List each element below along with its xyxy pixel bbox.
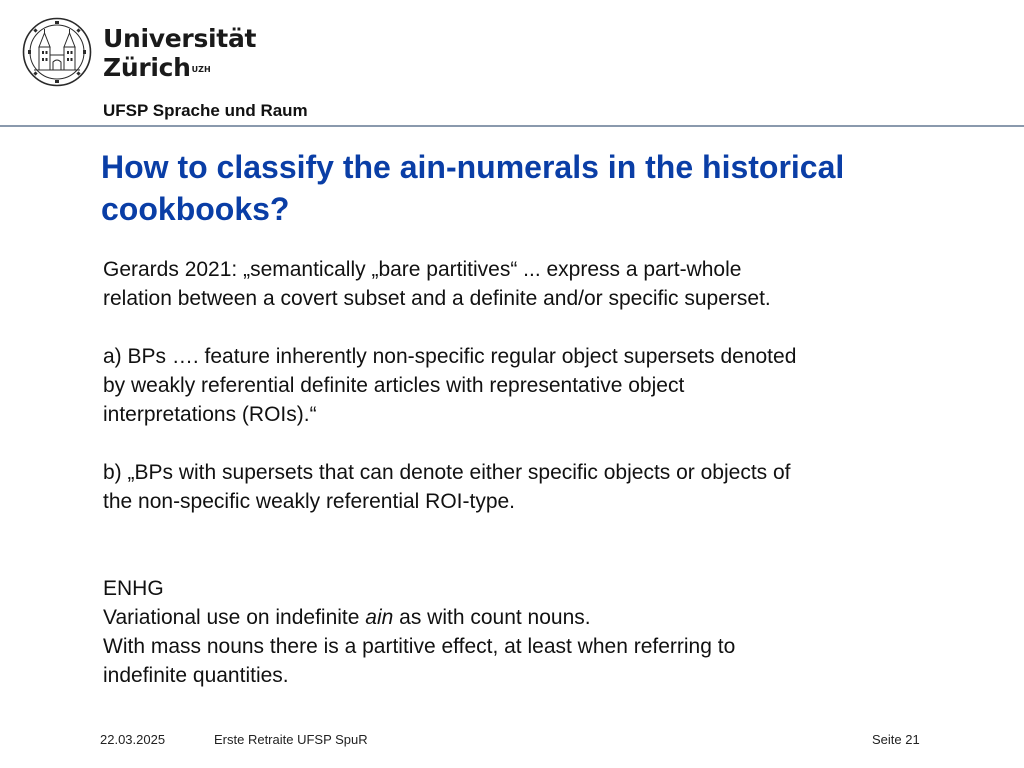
footer-page-number: Seite 21 xyxy=(872,732,920,747)
enhg-line2: With mass nouns there is a partitive effect, at least when referring to xyxy=(103,635,736,658)
spacer xyxy=(103,516,943,574)
enhg-heading: ENHG xyxy=(103,577,164,600)
quote-intro-line1: Gerards 2021: „semantically „bare partitives“ ... express a part-whole xyxy=(103,258,742,281)
institute-name: UFSP Sprache und Raum xyxy=(103,101,308,120)
enhg-line3: indefinite quantities. xyxy=(103,664,289,687)
quote-intro-line2: relation between a covert subset and a definite and/or specific superset. xyxy=(103,287,771,310)
quote-point-b-line1: b) „BPs with supersets that can denote either specific objects or objects of xyxy=(103,461,791,484)
enhg-line1-pre: Variational use on indefinite xyxy=(103,606,366,629)
university-seal-logo xyxy=(22,17,92,87)
slide-title xyxy=(101,146,961,230)
university-abbreviation: UZH xyxy=(191,65,211,74)
quote-point-a-line1: a) BPs …. feature inherently non-specific regular object supersets denoted xyxy=(103,345,797,368)
slide-title-line2: cookbooks? xyxy=(101,191,290,227)
quote-point-a-line3: interpretations (ROIs).“ xyxy=(103,403,317,426)
quote-point-b xyxy=(103,458,943,516)
quote-point-b-line2: the non-specific weakly referential ROI-type. xyxy=(103,490,516,513)
university-name-zurich: Zürich xyxy=(103,53,191,82)
university-wordmark xyxy=(103,24,256,82)
slide-body xyxy=(103,255,943,690)
footer-event: Erste Retraite UFSP SpuR xyxy=(214,732,368,747)
quote-intro xyxy=(103,255,943,313)
spacer xyxy=(103,429,943,458)
header-divider xyxy=(0,125,1024,127)
university-name-line1: Universität xyxy=(103,24,257,53)
enhg-line1-post: as with count nouns. xyxy=(393,606,591,629)
slide-title-line1: How to classify the ain-numerals in the historical xyxy=(101,149,845,185)
university-name-line2 xyxy=(103,53,256,82)
spacer xyxy=(103,313,943,342)
footer-date: 22.03.2025 xyxy=(100,732,166,747)
quote-point-a xyxy=(103,342,943,429)
quote-point-a-line2: by weakly referential definite articles with representative object xyxy=(103,374,685,397)
enhg-line1-emphasis: ain xyxy=(365,606,394,629)
enhg-section xyxy=(103,574,943,690)
